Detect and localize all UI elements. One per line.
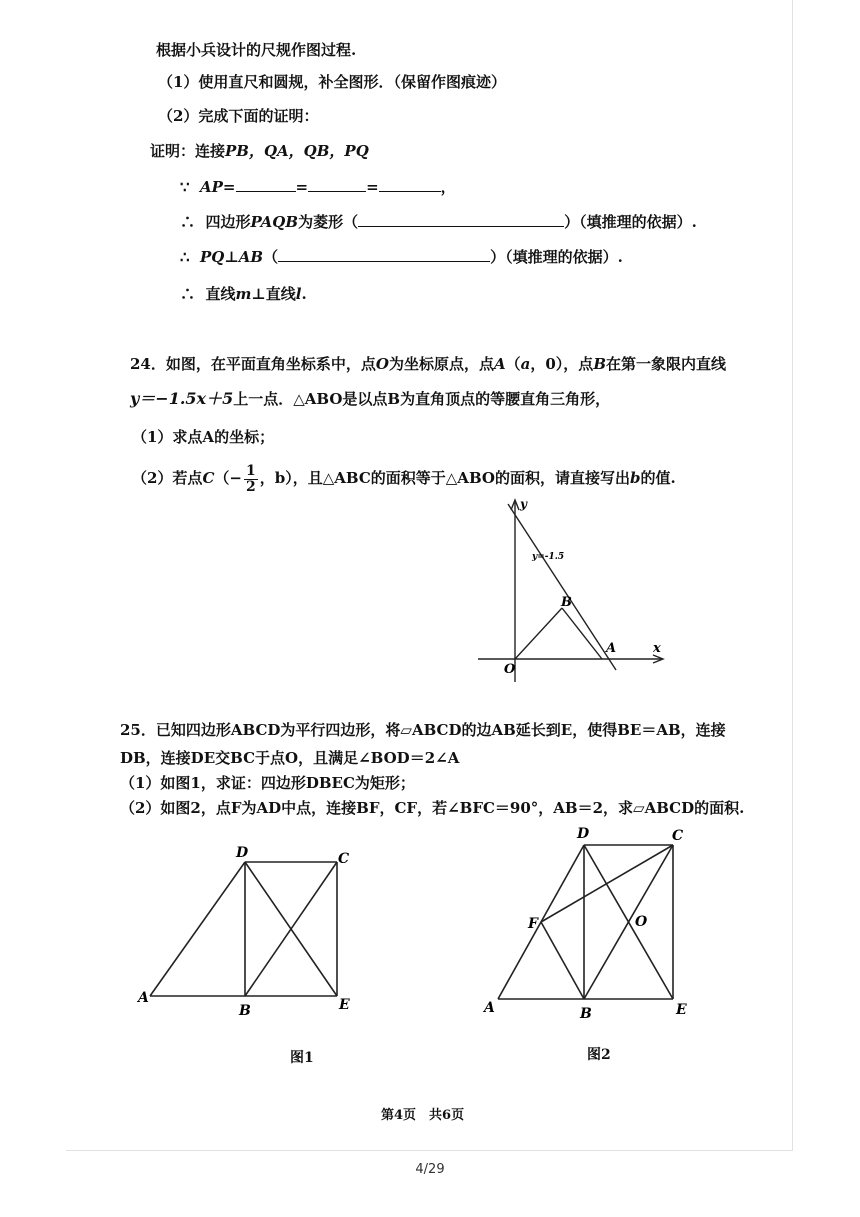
fig1-label-a: A	[138, 990, 149, 1006]
fig1-label-b: B	[239, 1003, 251, 1019]
line-m: m	[235, 285, 252, 303]
perp-name: PQ⊥AB	[200, 248, 264, 266]
q24-var-b: b	[629, 469, 641, 487]
q24-text-c: （	[505, 355, 521, 373]
line-equation: y＝−1.5x＋5	[130, 389, 234, 408]
equals-1: =	[222, 178, 236, 196]
fraction-numerator: 1	[245, 462, 256, 479]
q23-part2: （2）完成下面的证明：	[158, 107, 319, 125]
q25-line2: DB，连接DE交BC于点O，且满足∠BOD＝2∠A	[120, 749, 460, 767]
q25-part2: （2）如图2，点F为AD中点，连接BF，CF，若∠BFC＝90°，AB＝2，求▱ABCD的面积.	[120, 799, 745, 817]
q24-part2-d: 的值.	[640, 469, 676, 487]
q23-because-line	[180, 177, 456, 197]
rhombus-post: 为菱形（	[298, 213, 359, 231]
fig1-label-c: C	[338, 851, 350, 867]
blank-3[interactable]	[379, 177, 441, 192]
q25-line1: 25．已知四边形ABCD为平行四边形，将▱ABCD的边AB延长到E，使得BE＝AB，连接	[120, 721, 726, 739]
fig2-label-b: B	[580, 1006, 592, 1022]
line-equation-label: y=-1.5	[532, 552, 565, 562]
q24-text-b: 为坐标原点，点	[388, 355, 494, 373]
q23-rhombus-line	[180, 212, 697, 232]
fig2-label-o: O	[635, 914, 648, 930]
fraction-one-half	[244, 464, 258, 495]
segment-fc	[541, 845, 673, 922]
q24-line2	[130, 389, 610, 409]
q25-part1: （1）如图1，求证：四边形DBEC为矩形；	[120, 774, 415, 792]
q24-part2-b: （−	[214, 469, 242, 487]
q24-part2	[132, 460, 676, 496]
fig1-label-d: D	[236, 845, 249, 861]
q24-point-c: C	[202, 469, 215, 487]
fig2-label-f: F	[528, 916, 538, 932]
point-b-label: B	[561, 595, 572, 610]
ap-label: AP	[200, 178, 223, 196]
page-footer: 第4页 共6页	[381, 1108, 465, 1123]
q24-point-a: A	[493, 355, 506, 373]
q24-var-a: a	[520, 355, 531, 373]
q24-point-b: B	[593, 355, 606, 373]
figure-1	[130, 835, 370, 1025]
q24-part2-c: ，b），且△ABC的面积等于△ABO的面积，请直接写出	[259, 469, 630, 487]
fig2-label-c: C	[672, 828, 684, 844]
point-a-label: A	[606, 641, 617, 656]
equals-3: =	[366, 178, 379, 196]
q24-coordinate-figure	[470, 492, 670, 692]
q23-part1: （1）使用直尺和圆规，补全图形．（保留作图痕迹）	[158, 73, 506, 91]
q23-conclusion-line	[180, 284, 307, 304]
fraction-denominator: 2	[245, 478, 256, 495]
blank-1[interactable]	[236, 177, 296, 192]
conclusion-pre: 直线	[205, 285, 236, 303]
conclusion-mid: ⊥直线	[251, 285, 296, 303]
perp-open: （	[263, 248, 279, 266]
segment-ob	[515, 608, 562, 659]
segment-ad	[150, 862, 245, 996]
therefore-symbol: ∴	[180, 285, 196, 303]
therefore-symbol: ∴	[180, 213, 196, 231]
y-axis-label: y	[520, 497, 527, 511]
segment-ba	[562, 608, 602, 659]
proof-lead-text: 证明：连接	[150, 142, 226, 160]
figure-2	[480, 820, 700, 1025]
fig2-label-e: E	[676, 1002, 687, 1018]
page-indicator: 4/29	[415, 1162, 445, 1177]
line-l: l	[295, 285, 302, 303]
figure-1-caption: 图1	[290, 1050, 314, 1066]
q24-part1: （1）求点A的坐标；	[132, 428, 275, 446]
equals-2: =	[295, 178, 309, 196]
blank-perp-reason[interactable]	[278, 247, 490, 262]
q24-line1	[130, 354, 726, 374]
origin-label: O	[504, 662, 516, 677]
segment-fb	[541, 922, 584, 999]
blank-2[interactable]	[308, 177, 366, 192]
x-axis-label: x	[653, 641, 661, 656]
fig2-label-d: D	[577, 826, 590, 842]
fig1-label-e: E	[339, 997, 350, 1013]
q24-part2-a: （2）若点	[132, 469, 203, 487]
blank-rhombus-reason[interactable]	[358, 212, 564, 227]
perp-tail: ）（填推理的依据）.	[490, 248, 623, 266]
q23-perp-line	[180, 247, 623, 267]
rhombus-name: PAQB	[250, 213, 299, 231]
figure-2-caption: 图2	[587, 1047, 611, 1063]
q23-proof-lead	[150, 141, 369, 161]
therefore-symbol: ∴	[180, 248, 190, 266]
conclusion-end: .	[301, 285, 307, 303]
q24-text-a: 24．如图，在平面直角坐标系中，点	[130, 355, 376, 373]
fig2-label-a: A	[484, 1000, 495, 1016]
rhombus-tail: ）（填推理的依据）.	[564, 213, 697, 231]
q24-line2-rest: 上一点．△ABO是以点B为直角顶点的等腰直角三角形，	[233, 390, 611, 408]
q24-text-e: 在第一象限内直线	[606, 355, 727, 373]
q24-text-d: ，0），点	[530, 355, 594, 373]
trailing-comma: ，	[440, 178, 456, 196]
q24-point-o: O	[375, 355, 389, 373]
because-symbol: ∵	[180, 178, 190, 196]
rhombus-pre: 四边形	[205, 213, 251, 231]
proof-segments: PB，QA，QB，PQ	[225, 142, 369, 160]
graph-line	[508, 504, 616, 670]
q23-intro: 根据小兵设计的尺规作图过程.	[156, 41, 357, 59]
